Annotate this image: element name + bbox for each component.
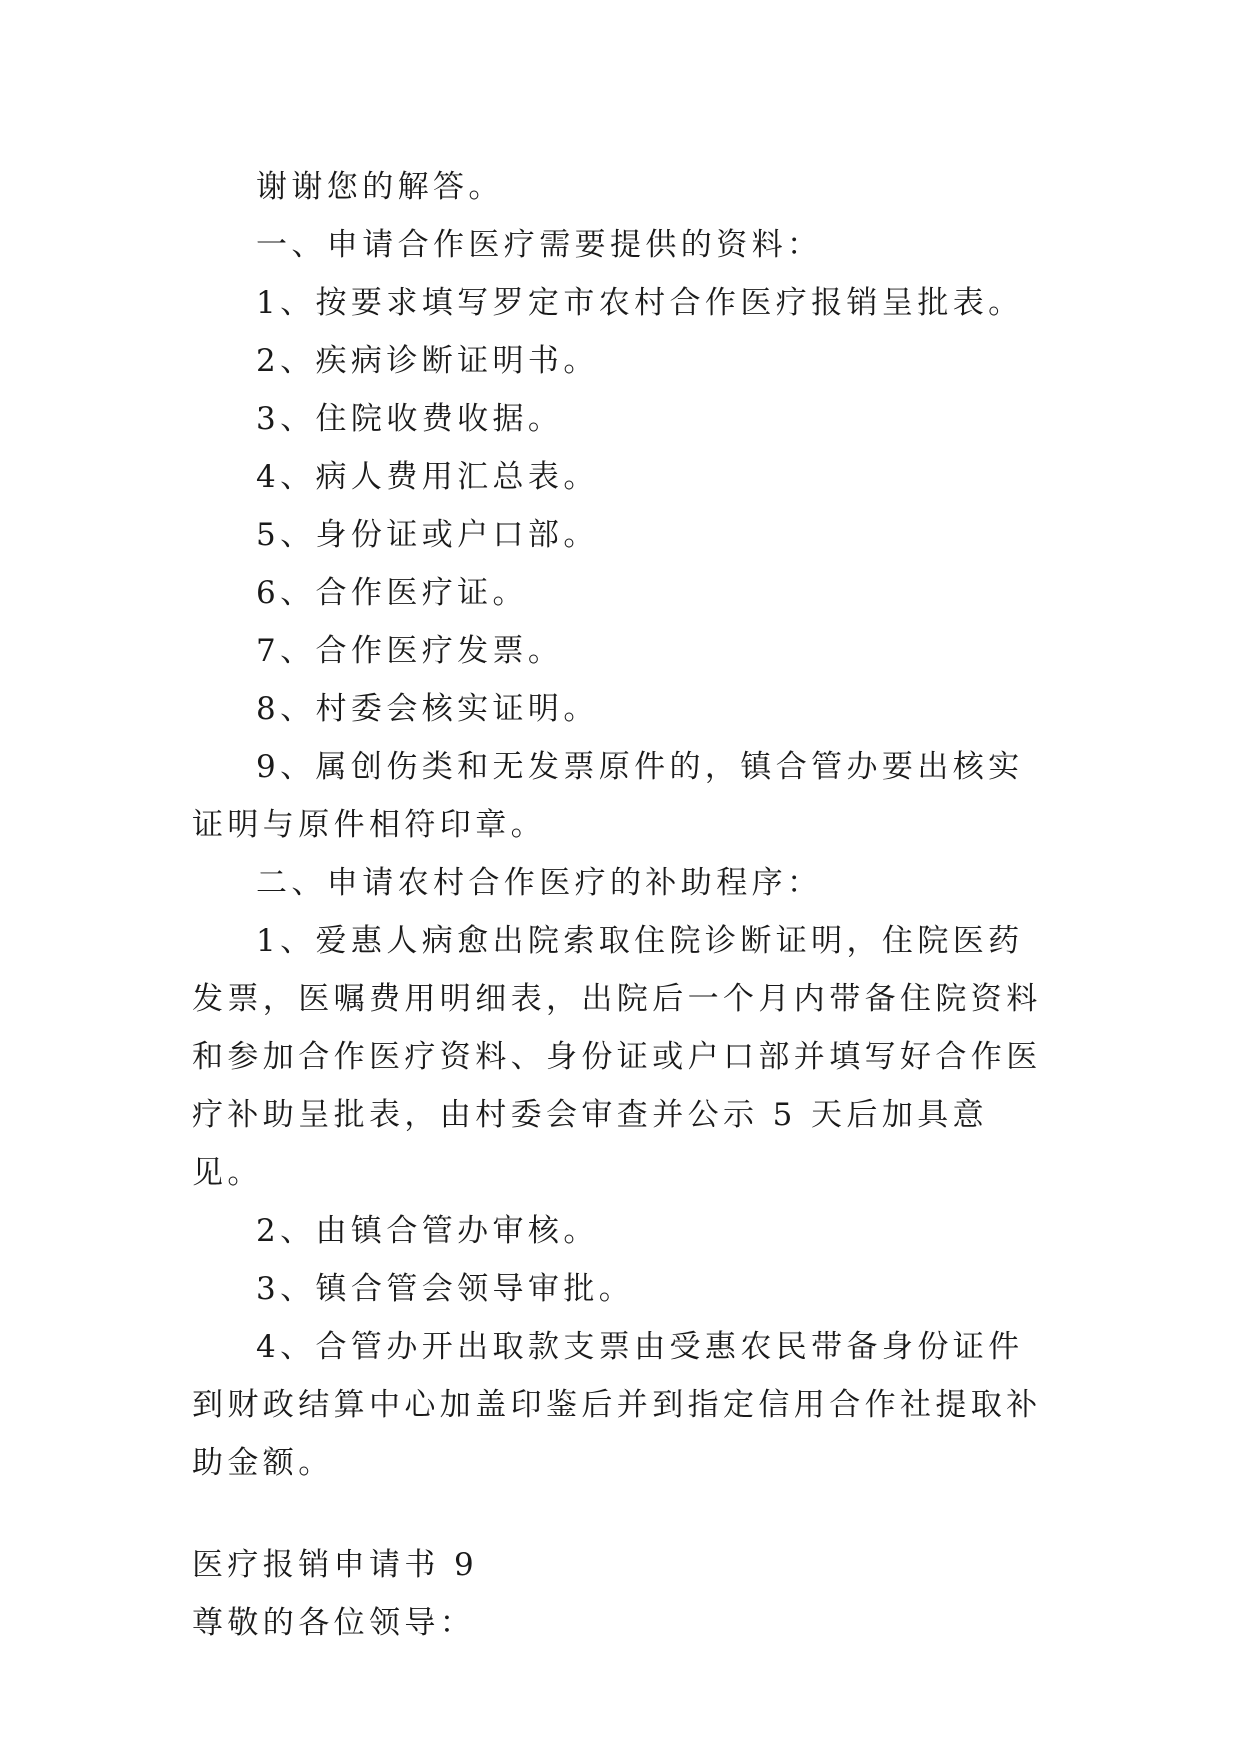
section-heading: 一、申请合作医疗需要提供的资料： [256,227,823,263]
list-item: 8、村委会核实证明。 [256,691,599,727]
blank-line [192,1492,1052,1536]
section-heading: 二、申请农村合作医疗的补助程序： [256,865,823,901]
document-title: 医疗报销申请书 9 [192,1547,479,1583]
paragraph: 谢谢您的解答。 [256,169,504,205]
list-item: 3、住院收费收据。 [256,401,564,437]
list-item: 4、病人费用汇总表。 [256,459,599,495]
document-body [192,158,1052,1652]
list-item: 7、合作医疗发票。 [256,633,564,669]
list-item: 9、属创伤类和无发票原件的，镇合管办要出核实证明与原件相符印章。 [192,749,1024,843]
list-item: 2、疾病诊断证明书。 [256,343,599,379]
list-item: 1、按要求填写罗定市农村合作医疗报销呈批表。 [256,285,1024,321]
salutation: 尊敬的各位领导： [192,1605,476,1641]
list-item: 3、镇合管会领导审批。 [256,1271,635,1307]
list-item: 4、合管办开出取款支票由受惠农民带备身份证件到财政结算中心加盖印鉴后并到指定信用合作社提取补助金额。 [192,1329,1042,1481]
list-item: 1、爱惠人病愈出院索取住院诊断证明，住院医药发票，医嘱费用明细表，出院后一个月内带备住院资料和参加合作医疗资料、身份证或户口部并填写好合作医疗补助呈批表，由村委会审查并公示 5 天后加具意见。 [192,923,1042,1191]
list-item: 5、身份证或户口部。 [256,517,599,553]
list-item: 6、合作医疗证。 [256,575,528,611]
list-item: 2、由镇合管办审核。 [256,1213,599,1249]
